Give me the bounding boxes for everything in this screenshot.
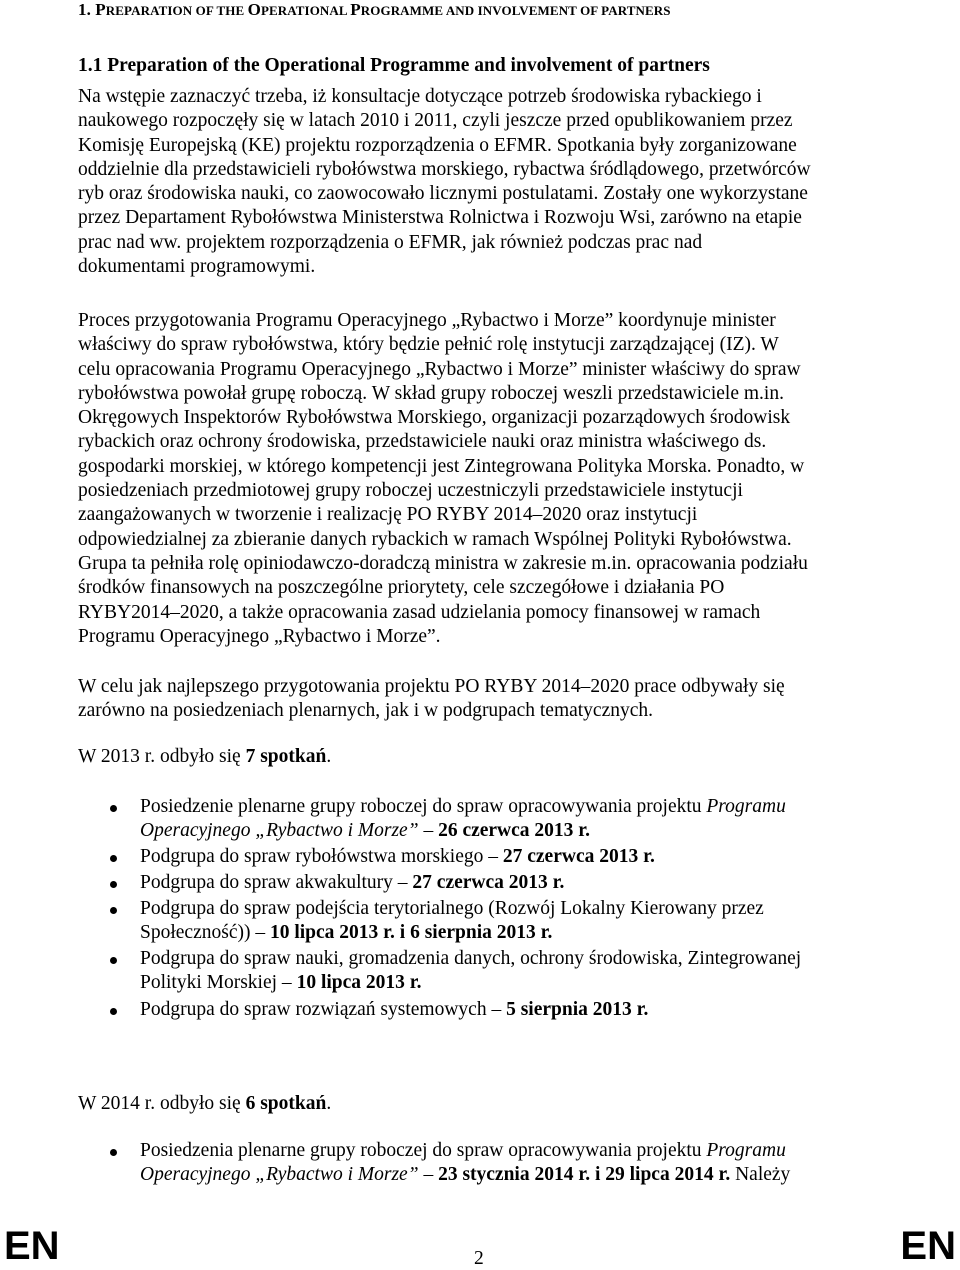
text-line: Komisję Europejską (KE) projektu rozporządzenia o EFMR. Spotkania były zorganizowane — [78, 134, 797, 156]
paragraph-consultations — [78, 85, 888, 279]
text-line: Proces przygotowania Programu Operacyjnego „Rybactwo i Morze” koordynuje minister — [78, 310, 776, 331]
bullet-icon — [110, 957, 117, 964]
meetings-2013-summary: W 2013 r. odbyło się 7 spotkań. — [78, 746, 332, 767]
text-line: naukowego rozpoczęły się w latach 2010 i 2011, czyli jeszcze przed opublikowaniem przez — [78, 110, 793, 132]
text-line: zarówno na posiedzeniach plenarnych, jak i w podgrupach tematycznych. — [78, 700, 654, 722]
text-line: właściwy do spraw rybołówstwa, który będzie pełnić rolę instytucji zarządzającej (IZ). W — [78, 334, 779, 356]
text-line: celu opracowania Programu Operacyjnego „Rybactwo i Morze” minister właściwy do spraw — [78, 358, 801, 380]
text-line: prac nad ww. projektem rozporządzenia o EFMR, jak również podczas prac nad — [78, 231, 703, 253]
text-line: gospodarki morskiej, w którego kompetencji jest Zintegrowana Polityka Morska. Ponadto, w — [78, 455, 805, 477]
text-line: Okręgowych Inspektorów Rybołówstwa Morskiego, organizacji pozarządowych środowisk — [78, 407, 791, 429]
text-line: oddzielnie dla przedstawicieli rybołówstwa morskiego, rybactwa śródlądowego, przetwórców — [78, 158, 811, 180]
text-line: środków finansowych na poszczególne priorytety, cele szczegółowe i działania PO — [78, 577, 725, 599]
text-line: posiedzeniach przedmiotowej grupy roboczej uczestniczyli przedstawiciele instytucji — [78, 480, 743, 502]
paragraph-process — [78, 309, 888, 649]
text-line: RYBY2014–2020, a także opracowania zasad udzielania pomocy finansowej w ramach — [78, 601, 761, 623]
bullet-icon — [110, 881, 117, 888]
section-heading: 1. PREPARATION OF THE OPERATIONAL PROGRAMME AND INVOLVEMENT OF PARTNERS — [78, 0, 671, 19]
text-line: zaangażowanych w tworzenie i realizację PO RYBY 2014–2020 oraz instytucji — [78, 504, 698, 526]
subsection-heading: 1.1 Preparation of the Operational Programme and involvement of partners — [78, 55, 710, 76]
language-code-left: EN — [4, 1224, 60, 1268]
text-line: Na wstępie zaznaczyć trzeba, iż konsultacje dotyczące potrzeb środowiska rybackiego i — [78, 86, 762, 107]
bullet-icon — [110, 907, 117, 914]
text-line: dokumentami programowymi. — [78, 256, 316, 278]
text-line: ryb oraz środowiska nauki, co zaowocowało licznymi postulatami. Zostały one wykorzystane — [78, 183, 808, 205]
bullet-icon — [110, 805, 117, 812]
meetings-2014-summary: W 2014 r. odbyło się 6 spotkań. — [78, 1093, 332, 1114]
paragraph-preparation — [78, 675, 888, 724]
text-line: Programu Operacyjnego „Rybactwo i Morze”. — [78, 625, 441, 647]
text-line: rybackich oraz ochrony środowiska, przedstawiciele nauki oraz ministra właściwego ds. — [78, 431, 767, 453]
bullet-icon — [110, 1149, 117, 1156]
text-line: Grupa ta pełniła rolę opiniodawczo-doradczą ministra w zakresie m.in. opracowania podziału — [78, 552, 808, 574]
text-line: rybołówstwa powołał grupę roboczą. W skład grupy roboczej weszli przedstawiciele m.in. — [78, 382, 784, 404]
text-line: odpowiedzialnej za zbieranie danych rybackich w ramach Wspólnej Polityki Rybołówstwa. — [78, 528, 792, 550]
text-line: przez Departament Rybołówstwa Ministerstwa Rolnictwa i Rozwoju Wsi, zarówno na etapie — [78, 207, 802, 229]
text-line: W celu jak najlepszego przygotowania projektu PO RYBY 2014–2020 prace odbywały się — [78, 676, 785, 697]
bullet-icon — [110, 855, 117, 862]
language-code-right: EN — [900, 1224, 956, 1268]
document-page: 1. PREPARATION OF THE OPERATIONAL PROGRAMME AND INVOLVEMENT OF PARTNERS 1.1 Preparation of the Operational Programme and involvement of partners Na wstępie zaznaczyć trzeba, iż konsultacje dotyczące potrzeb środowiska rybackiego i naukowego rozpoczęły się w latach 2010 i 2011, czyli jeszcze przed opublikowaniem przez Komisję Europejską (KE) projektu rozporządzenia o EFMR. Spotkania były zorganizowane oddzielnie dla przedstawicieli rybołówstwa morskiego, rybactwa śródlądowego, przetwórców ryb oraz środowiska nauki, co zaowocowało licznymi postulatami. Zostały one wykorzystane przez Departament Rybołówstwa Ministerstwa Rolnictwa i Rozwoju Wsi, zarówno na etapie prac nad ww. projektem rozporządzenia o EFMR, jak również podczas prac nad dokumentami programowymi. Proces przygotowania Programu Operacyjnego „Rybactwo i Morze” koordynuje minister właściwy do spraw rybołówstwa, który będzie pełnić rolę instytucji zarządzającej (IZ). W celu opracowania Programu Operacyjnego „Rybactwo i Morze” minister właściwy do spraw rybołówstwa powołał grupę roboczą. W skład grupy roboczej weszli przedstawiciele m.in. Okręgowych Inspektorów Rybołówstwa Morskiego, organizacji pozarządowych środowisk rybackich oraz ochrony środowiska, przedstawiciele nauki oraz ministra właściwego ds. gospodarki morskiej, w którego kompetencji jest Zintegrowana Polityka Morska. Ponadto, w posiedzeniach przedmiotowej grupy roboczej uczestniczyli przedstawiciele instytucji zaangażowanych w tworzenie i realizację PO RYBY 2014–2020 oraz instytucji odpowiedzialnej za zbieranie danych rybackich w ramach Wspólnej Polityki Rybołówstwa. Grupa ta pełniła rolę opiniodawczo-doradczą ministra w zakresie m.in. opracowania podziału środków finansowych na poszczególne priorytety, cele szczegółowe i działania PO RYBY2014–2020, a także opracowania zasad udzielania pomocy finansowej w ramach Programu Operacyjnego „Rybactwo i Morze”. W celu jak najlepszego przygotowania projektu PO RYBY 2014–2020 prace odbywały się zarówno na posiedzeniach plenarnych, jak i w podgrupach tematycznych. W 2013 r. odbyło się 7 spotkań. Posiedzenie plenarne grupy roboczej do spraw opracowywania projektu Programu Operacyjnego „Rybactwo i Morze” – 26 czerwca 2013 r. Podgrupa do spraw rybołówstwa morskiego – 27 czerwca 2013 r. Podgrupa do spraw akwakultury – 27 czerwca 2013 r. Podgrupa do spraw podejścia terytorialnego (Rozwój Lokalny Kierowany przez Społeczność)) – 10 lipca 2013 r. i 6 sierpnia 2013 r. Podgrupa do spraw nauki, gromadzenia danych, ochrony środowiska, Zintegrowanej Polityki Morskiej – 10 lipca 2013 r. Podgrupa do spraw rozwiązań systemowych – 5 sierpnia 2013 r. W 2014 r. odbyło się 6 spotkań. Posiedzenia plenarne grupy roboczej do spraw opracowywania projektu Programu Operacyjnego „Rybactwo i Morze” – 23 stycznia 2014 r. i 29 lipca 2014 r. Należy EN 2 EN — [4, 0, 956, 1269]
bullet-icon — [110, 1008, 117, 1015]
page-number: 2 — [474, 1248, 484, 1269]
